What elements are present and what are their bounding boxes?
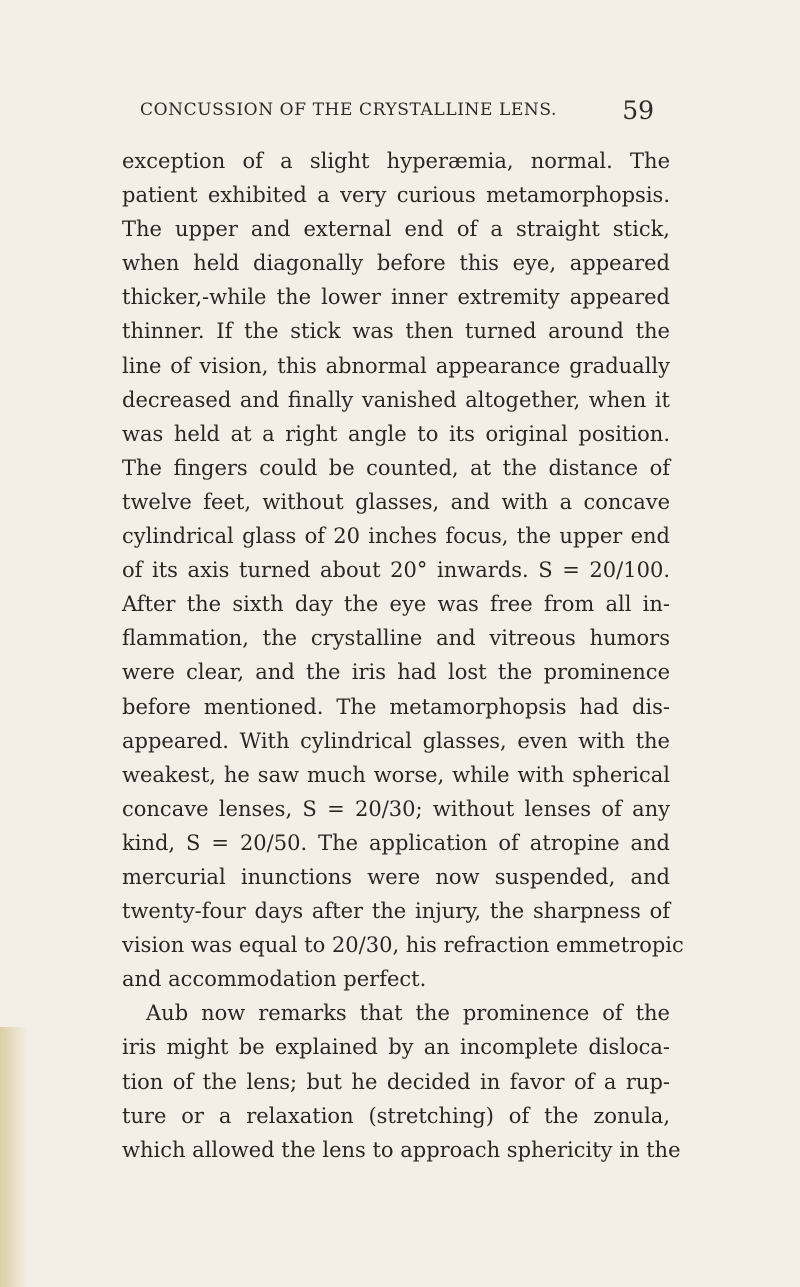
text-line: Aub now remarks that the prominence of the xyxy=(146,1001,670,1026)
text-line: was held at a right angle to its original position. xyxy=(122,421,670,446)
text-line: appeared. With cylindrical glasses, even with the xyxy=(122,728,670,753)
text-line: exception of a slight hyperæmia, normal. The xyxy=(122,149,670,173)
text-line: flammation, the crystalline and vitreous humors xyxy=(122,626,670,651)
text-line: cylindrical glass of 20 inches focus, the upper end xyxy=(122,524,670,549)
text-line: vision was equal to 20/30, his refraction emmetropic xyxy=(122,933,684,958)
text-line: twenty-four days after the injury, the sharpness of xyxy=(122,899,670,924)
text-line: before mentioned. The metamorphopsis had dis- xyxy=(122,694,670,719)
text-line: thinner. If the stick was then turned around the xyxy=(122,319,670,344)
page-number: 59 xyxy=(622,96,654,125)
text-line: concave lenses, S = 20/30; without lenses of any xyxy=(122,796,670,821)
text-line: thicker,-while the lower inner extremity appeared xyxy=(122,285,670,310)
text-line: twelve feet, without glasses, and with a concave xyxy=(122,489,670,514)
text-line: iris might be explained by an incomplete disloca- xyxy=(122,1035,670,1060)
text-line: tion of the lens; but he decided in favor of a rup- xyxy=(122,1069,670,1094)
running-head: CONCUSSION OF THE CRYSTALLINE LENS. xyxy=(140,100,558,120)
text-line: weakest, he saw much worse, while with spherical xyxy=(122,762,670,787)
body-text xyxy=(122,144,684,1167)
page-header xyxy=(140,96,654,132)
text-line: and accommodation perfect. xyxy=(122,967,427,992)
text-line: decreased and finally vanished altogether, when it xyxy=(122,387,670,412)
text-line: kind, S = 20/50. The application of atropine and xyxy=(122,830,670,855)
text-line: The upper and external end of a straight stick, xyxy=(122,217,670,242)
text-line: After the sixth day the eye was free from all in- xyxy=(122,592,670,617)
text-line: ture or a relaxation (stretching) of the zonula, xyxy=(122,1103,670,1128)
text-line: line of vision, this abnormal appearance gradually xyxy=(122,353,670,378)
text-line: which allowed the lens to approach sphericity in the xyxy=(122,1137,681,1162)
text-line: of its axis turned about 20° inwards. S = 20/100. xyxy=(122,558,670,583)
text-line: The fingers could be counted, at the distance of xyxy=(122,455,670,480)
text-line: were clear, and the iris had lost the prominence xyxy=(122,660,670,685)
text-line: patient exhibited a very curious metamorphopsis. xyxy=(122,183,670,208)
page-edge-shadow xyxy=(0,1027,28,1287)
text-line: mercurial inunctions were now suspended, and xyxy=(122,864,670,889)
text-line: when held diagonally before this eye, appeared xyxy=(122,251,670,276)
